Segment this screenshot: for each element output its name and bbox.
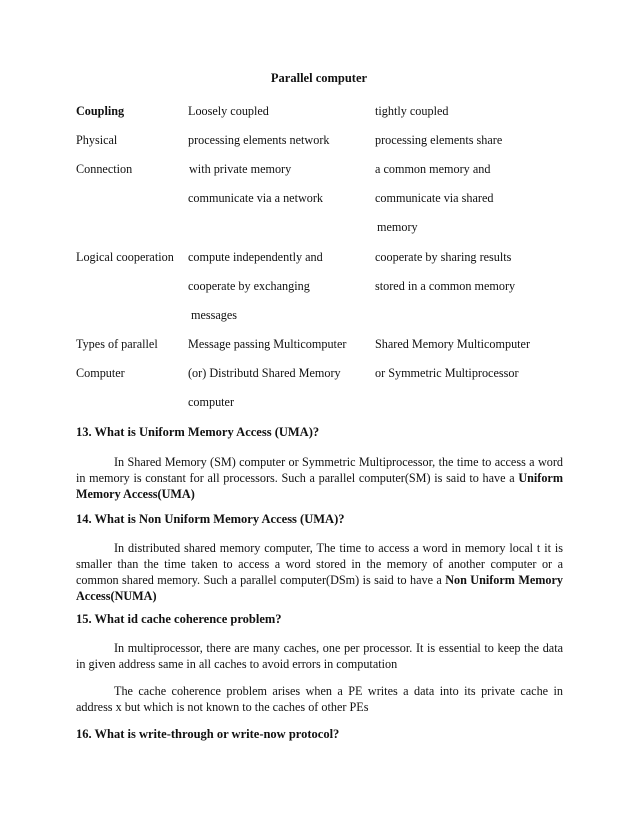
paragraph-text: In distributed shared memory computer, The time to access a word in memory local t it is smaller than the time taken to access a word stored in the memory of another computer or a common shared memory. Such a parallel computer(DSm) is said to have a <box>76 541 563 587</box>
table-cell: Computer <box>76 366 125 380</box>
table-cell: Logical cooperation <box>76 250 174 264</box>
question-heading: 16. What is write-through or write-now protocol? <box>76 727 340 741</box>
table-cell: cooperate by sharing results <box>375 250 512 264</box>
table-cell: Message passing Multicomputer <box>188 337 347 351</box>
table-cell: Physical <box>76 133 118 147</box>
table-cell: messages <box>191 308 238 322</box>
answer-paragraph <box>76 454 563 502</box>
paragraph-bold-term: Uniform Memory Access(UMA) <box>76 471 563 501</box>
paragraph-text: In Shared Memory (SM) computer or Symmetric Multiprocessor, the time to access a word in memory is constant for all processors. Such a parallel computer(SM) is said to have a <box>76 455 563 485</box>
table-cell: Loosely coupled <box>188 104 269 118</box>
table-cell: stored in a common memory <box>375 279 516 293</box>
paragraph-bold-term: Non Uniform Memory Access(NUMA) <box>76 573 563 603</box>
answer-paragraph <box>76 540 563 604</box>
table-cell: (or) Distributd Shared Memory <box>188 366 341 380</box>
answer-paragraph <box>76 640 563 672</box>
table-cell-coupling: Coupling <box>76 104 125 118</box>
table-cell: computer <box>188 395 235 409</box>
table-cell: Connection <box>76 162 133 176</box>
table-cell: or Symmetric Multiprocessor <box>375 366 519 380</box>
table-cell: Types of parallel <box>76 337 158 351</box>
paragraph-text: The cache coherence problem arises when a PE writes a data into its private cache in address x but which is not known to the caches of other PEs <box>76 684 563 714</box>
question-heading: 15. What id cache coherence problem? <box>76 612 282 626</box>
answer-paragraph <box>76 683 563 715</box>
table-cell: a common memory and <box>375 162 491 176</box>
paragraph-text: In multiprocessor, there are many caches, one per processor. It is essential to keep the data in given address same in all caches to avoid errors in computation <box>76 641 563 671</box>
table-cell: tightly coupled <box>375 104 449 118</box>
table-cell: memory <box>377 220 418 234</box>
table-cell: Shared Memory Multicomputer <box>375 337 531 351</box>
question-heading: 14. What is Non Uniform Memory Access (UMA)? <box>76 512 345 526</box>
table-cell: communicate via shared <box>375 191 494 205</box>
question-heading: 13. What is Uniform Memory Access (UMA)? <box>76 425 320 439</box>
table-cell: cooperate by exchanging <box>188 279 310 293</box>
table-cell: processing elements network <box>188 133 330 147</box>
page-title: Parallel computer <box>270 71 368 85</box>
table-cell: processing elements share <box>375 133 503 147</box>
table-cell: compute independently and <box>188 250 323 264</box>
table-cell: with private memory <box>189 162 292 176</box>
table-cell: communicate via a network <box>188 191 324 205</box>
